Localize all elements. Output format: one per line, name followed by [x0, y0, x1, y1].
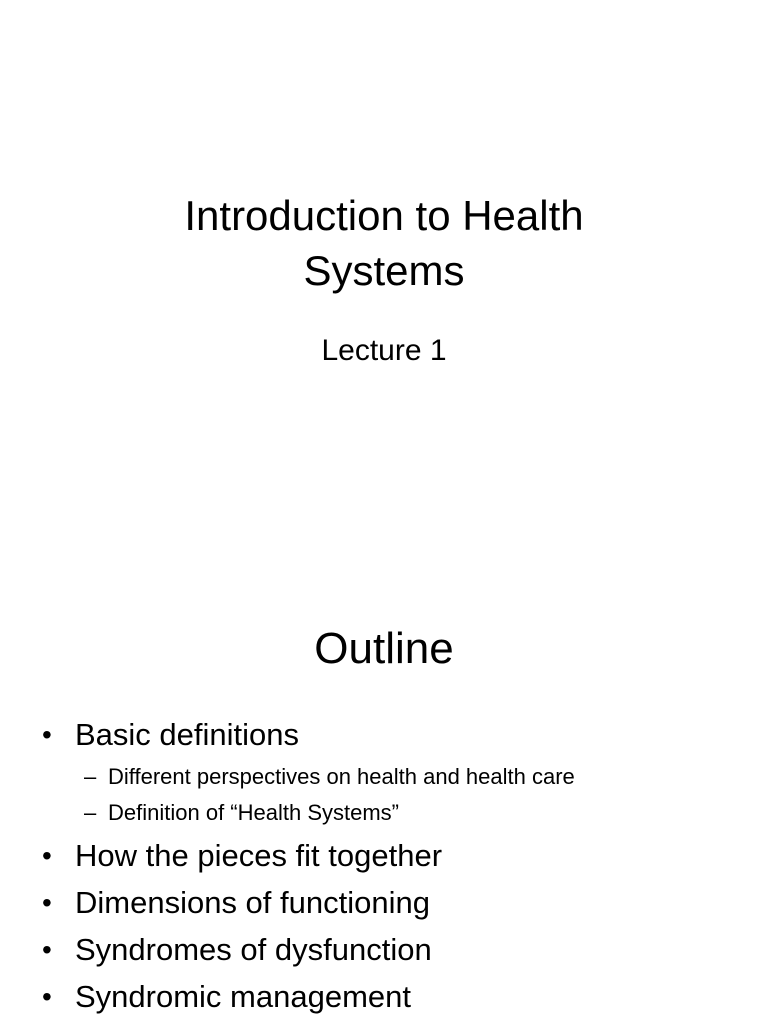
outline-sublist: [42, 759, 742, 831]
slide-title-line: Systems: [303, 247, 465, 294]
dash-icon: –: [84, 800, 97, 825]
slide-title-line: Introduction to Health: [184, 192, 584, 239]
outline-subitem-text: Definition of “Health Systems”: [108, 800, 399, 825]
outline-title: Outline: [314, 624, 454, 673]
outline-subitem-text: Different perspectives on health and health care: [108, 764, 575, 789]
outline-item: [42, 931, 742, 969]
slide-title: [84, 188, 684, 298]
bullet-icon: •: [42, 887, 52, 918]
outline-list: [42, 716, 742, 1024]
outline-item: [42, 978, 742, 1016]
slide-subtitle: Lecture 1: [321, 334, 447, 367]
outline-slide: [0, 512, 768, 1024]
outline-item-text: Dimensions of functioning: [75, 885, 430, 920]
bullet-icon: •: [42, 719, 52, 750]
outline-item: [42, 837, 742, 875]
bullet-icon: •: [42, 840, 52, 871]
outline-subitem: [42, 759, 742, 795]
bullet-icon: •: [42, 981, 52, 1012]
outline-item: [42, 884, 742, 922]
outline-item-text: Syndromic management: [75, 979, 411, 1014]
outline-item-text: Syndromes of dysfunction: [75, 932, 432, 967]
dash-icon: –: [84, 764, 97, 789]
outline-subitem: [42, 795, 742, 831]
outline-item-text: How the pieces fit together: [75, 838, 443, 873]
outline-item: [42, 716, 742, 754]
outline-item-text: Basic definitions: [75, 717, 300, 752]
bullet-icon: •: [42, 934, 52, 965]
